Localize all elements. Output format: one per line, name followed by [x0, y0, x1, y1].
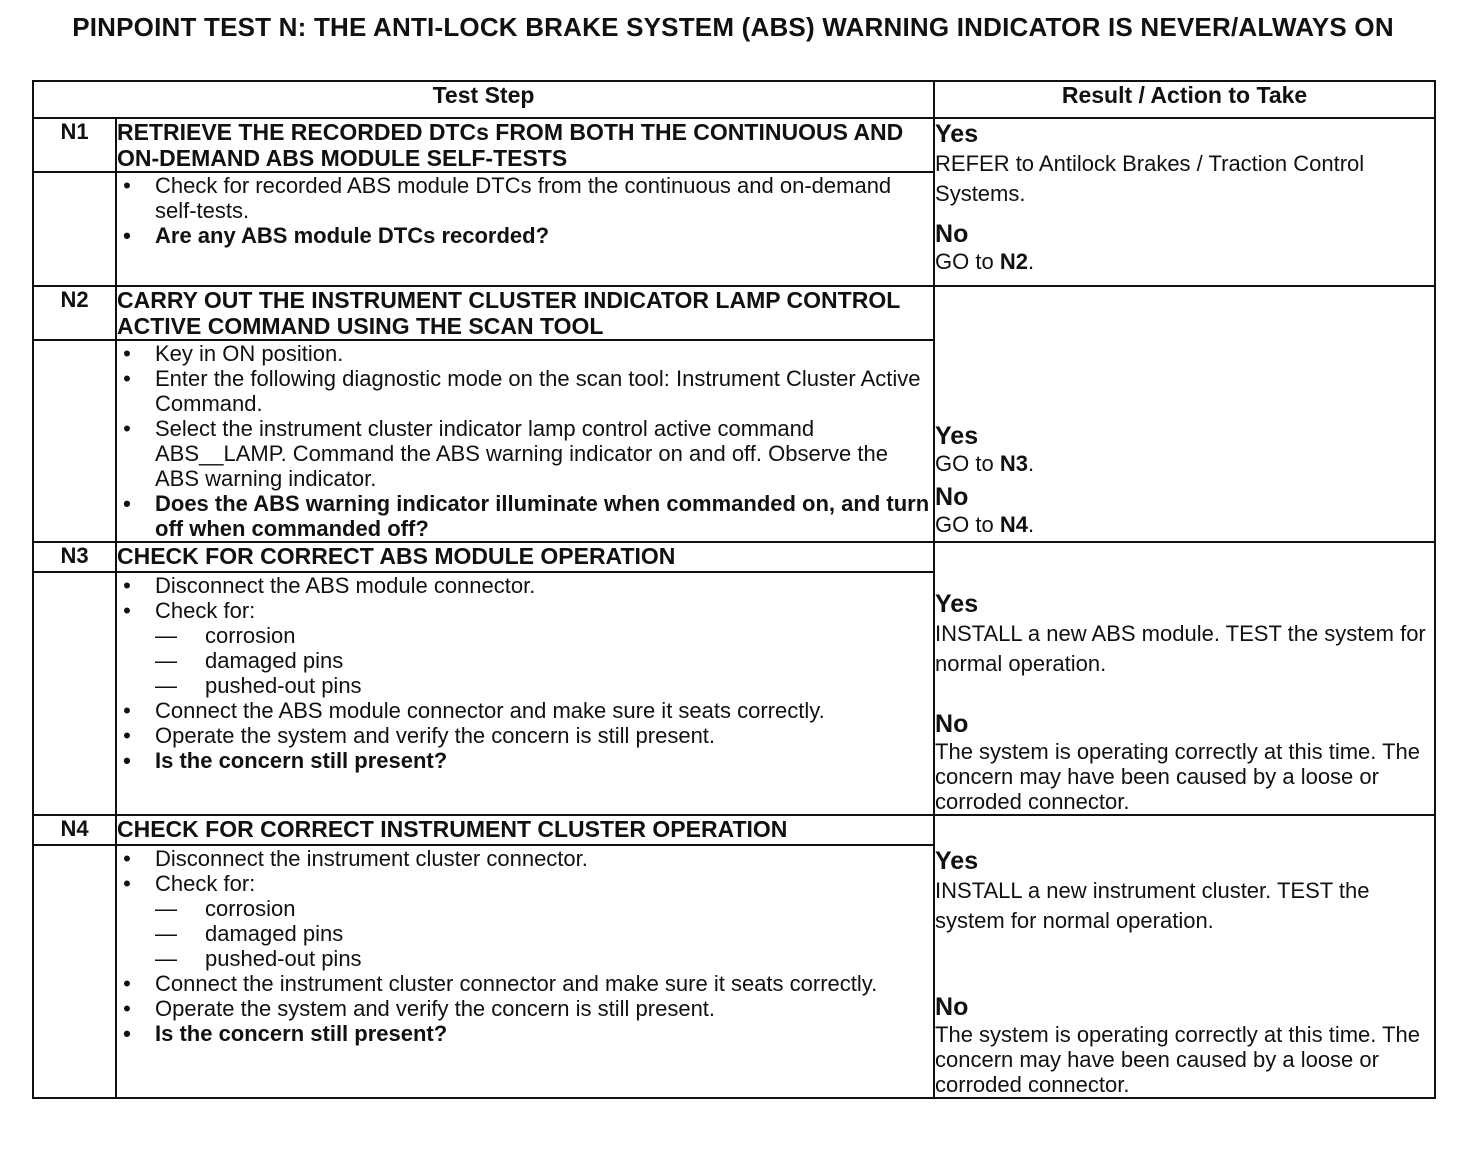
list-subitem: — corrosion	[155, 895, 296, 921]
list-item: • Is the concern still present?	[123, 747, 448, 773]
list-item: • Key in ON position.	[123, 341, 344, 366]
step-n2-title-row	[33, 286, 1435, 340]
table-header-row	[33, 81, 1435, 118]
step-id: N3	[33, 542, 116, 572]
list-item: • Connect the ABS module connector and make sure it seats correctly.	[123, 697, 825, 723]
step-n4-title-row	[33, 815, 1435, 845]
step-body	[116, 172, 934, 286]
step-n3-result	[934, 542, 1435, 815]
result-no-label: No	[935, 483, 969, 511]
result-no-action: GO to N2.	[935, 249, 1035, 274]
step-id: N4	[33, 815, 116, 845]
list-subitem: — pushed-out pins	[155, 672, 362, 698]
list-item: • Connect the instrument cluster connector and make sure it seats correctly.	[123, 970, 878, 996]
list-item: • Are any ABS module DTCs recorded?	[123, 223, 550, 248]
step-title: RETRIEVE THE RECORDED DTCs FROM BOTH THE CONTINUOUS AND ON-DEMAND ABS MODULE SELF-TESTS	[116, 118, 934, 172]
result-no-label: No	[935, 710, 969, 738]
step-id: N2	[33, 286, 116, 340]
result-no-label: No	[935, 993, 969, 1021]
step-n3-title-row	[33, 542, 1435, 572]
step-n4-result	[934, 815, 1435, 1098]
header-test-step: Test Step	[33, 81, 934, 118]
list-item: • Operate the system and verify the concern is still present.	[123, 722, 716, 748]
link-n4[interactable]: N4	[999, 512, 1028, 537]
step-n1-result	[934, 118, 1435, 286]
list-item: • Select the instrument cluster indicator lamp control active command ABS__LAMP. Command the ABS warning indicator on and off. Observe the ABS warning indicator.	[123, 416, 888, 491]
result-no-action: GO to N4.	[935, 512, 1035, 537]
list-item: • Disconnect the instrument cluster connector.	[123, 845, 588, 871]
list-subitem: — corrosion	[155, 622, 296, 648]
step-title: CARRY OUT THE INSTRUMENT CLUSTER INDICATOR LAMP CONTROL ACTIVE COMMAND USING THE SCAN TOOL	[116, 286, 934, 340]
step-id: N1	[33, 118, 116, 172]
list-subitem: — pushed-out pins	[155, 945, 362, 971]
list-subitem: — damaged pins	[155, 920, 344, 946]
result-yes-text: INSTALL a new instrument cluster. TEST the system for normal operation.	[935, 878, 1370, 933]
header-result: Result / Action to Take	[934, 81, 1435, 118]
result-no-text: The system is operating correctly at this time. The concern may have been caused by a loose or corroded connector.	[935, 739, 1421, 814]
result-no-label: No	[935, 220, 969, 248]
result-yes-label: Yes	[935, 422, 979, 450]
list-item: • Operate the system and verify the concern is still present.	[123, 995, 716, 1021]
step-n1-title-row	[33, 118, 1435, 172]
list-item: • Disconnect the ABS module connector.	[123, 572, 536, 598]
page-title: PINPOINT TEST N: THE ANTI-LOCK BRAKE SYSTEM (ABS) WARNING INDICATOR IS NEVER/ALWAYS ON	[72, 12, 1394, 42]
link-n2[interactable]: N2	[999, 249, 1028, 274]
result-yes-label: Yes	[935, 120, 979, 148]
list-subitem: — damaged pins	[155, 647, 344, 673]
step-title: CHECK FOR CORRECT INSTRUMENT CLUSTER OPERATION	[116, 815, 934, 845]
step-body	[116, 845, 934, 1098]
result-yes-text: REFER to Antilock Brakes / Traction Control Systems.	[935, 151, 1365, 206]
link-n3[interactable]: N3	[999, 451, 1028, 476]
list-item: • Does the ABS warning indicator illuminate when commanded on, and turn off when commanded off?	[123, 491, 930, 541]
step-n2-result	[934, 286, 1435, 542]
step-title: CHECK FOR CORRECT ABS MODULE OPERATION	[116, 542, 934, 572]
list-item: • Check for recorded ABS module DTCs from the continuous and on-demand self-tests.	[123, 173, 892, 223]
pinpoint-test-table	[32, 80, 1436, 1099]
list-item: • Check for:	[123, 870, 256, 896]
step-body	[116, 340, 934, 542]
result-yes-text: INSTALL a new ABS module. TEST the system for normal operation.	[935, 621, 1426, 676]
result-yes-label: Yes	[935, 590, 979, 618]
list-item: • Check for:	[123, 597, 256, 623]
result-yes-action: GO to N3.	[935, 451, 1035, 476]
result-no-text: The system is operating correctly at this time. The concern may have been caused by a loose or corroded connector.	[935, 1022, 1421, 1097]
result-yes-label: Yes	[935, 847, 979, 875]
list-item: • Is the concern still present?	[123, 1020, 448, 1046]
list-item: • Enter the following diagnostic mode on the scan tool: Instrument Cluster Active Command.	[123, 366, 921, 416]
step-body	[116, 572, 934, 815]
